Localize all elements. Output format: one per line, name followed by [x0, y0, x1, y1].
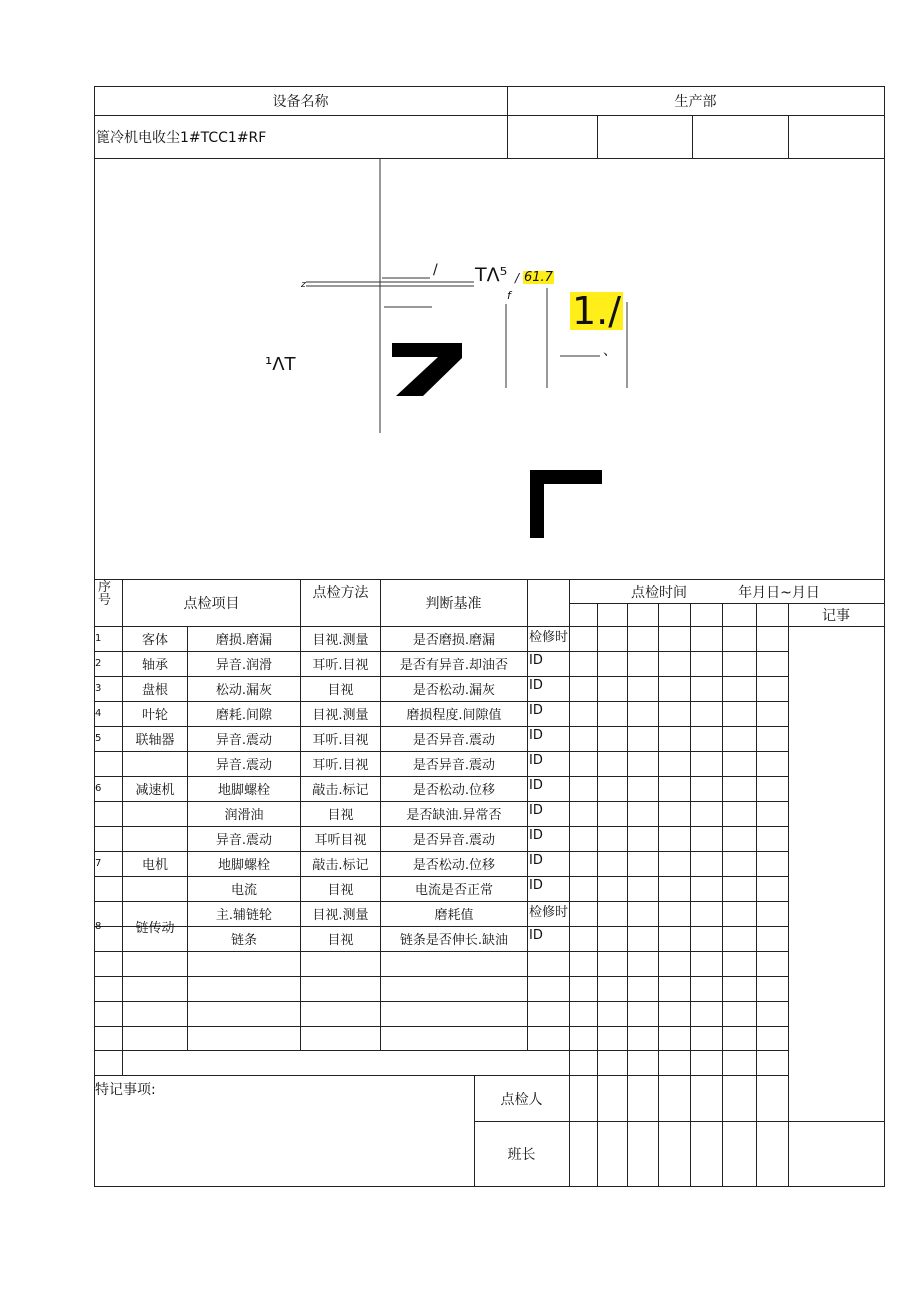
grid-line — [94, 1050, 789, 1051]
inspection-item: 异音.润滑 — [215, 658, 273, 673]
judgment-criteria: 磨耗值 — [434, 908, 474, 923]
row-number: 1 — [95, 633, 102, 644]
special-notes-label: 特记事项: — [95, 1082, 156, 1098]
inspection-item: 异音.震动 — [215, 833, 273, 848]
inspection-cycle: ID — [529, 803, 543, 818]
inspection-item: 松动.漏灰 — [215, 683, 273, 698]
grid-line — [94, 1026, 789, 1027]
inspection-item: 地脚螺栓 — [217, 783, 270, 798]
grid-line — [597, 603, 598, 1187]
inspection-cycle: ID — [529, 753, 543, 768]
inspection-cycle: ID — [529, 728, 543, 743]
bottom-border — [94, 1186, 885, 1187]
inspection-cycle: ID — [529, 828, 543, 843]
inspection-item: 润滑油 — [224, 808, 264, 823]
inspection-cycle: ID — [529, 678, 543, 693]
inspection-cycle: 检修时 — [529, 630, 569, 645]
inspection-method: 目视.测量 — [312, 708, 369, 723]
inspection-method: 耳听.目视 — [312, 758, 369, 773]
grid-line — [627, 603, 628, 1187]
grid-line — [94, 951, 789, 952]
diagram-left-label: ¹ΛT — [265, 354, 296, 375]
col-notes-header: 记事 — [822, 608, 850, 624]
grid-line — [94, 1075, 789, 1076]
judgment-criteria: 是否异音.震动 — [412, 733, 496, 748]
equipment-name: 篦冷机电收尘1#TCC1#RF — [96, 130, 267, 146]
department-label: 生产部 — [674, 94, 717, 110]
inspector-label: 点检人 — [500, 1092, 543, 1108]
diagram-top-text: TΛ⁵ — [475, 264, 508, 286]
inspection-cycle: ID — [529, 878, 543, 893]
inspection-cycle: ID — [529, 703, 543, 718]
inspection-item: 主.辅链轮 — [215, 908, 273, 923]
equipment-part: 叶轮 — [141, 708, 168, 723]
inspection-method: 耳听.目视 — [312, 733, 369, 748]
col-criteria-header: 判断基准 — [425, 596, 482, 612]
equipment-part: 轴承 — [141, 658, 168, 673]
diagram-shapes — [0, 0, 920, 600]
grid-line — [658, 603, 659, 1187]
inspection-item: 电流 — [230, 883, 257, 898]
col-no-header: 序号 — [98, 580, 112, 608]
inspection-method: 目视 — [327, 883, 354, 898]
diagram-small-z: z — [301, 280, 306, 290]
judgment-criteria: 是否松动.位移 — [412, 783, 496, 798]
judgment-criteria: 是否异音.震动 — [412, 758, 496, 773]
row-number: 3 — [95, 683, 102, 694]
equipment-part: 客体 — [141, 633, 168, 648]
inspection-method: 目视 — [327, 683, 354, 698]
equipment-part: 减速机 — [135, 783, 175, 798]
diagram-dash-mark: 、 — [603, 343, 617, 359]
inspection-method: 耳听目视 — [314, 833, 367, 848]
row-number: 8 — [95, 920, 102, 932]
col-item-header: 点检项目 — [183, 596, 240, 612]
grid-line — [722, 603, 723, 1187]
diagram-top-highlight: 61.7 — [524, 270, 553, 285]
judgment-criteria: 是否松动.漏灰 — [412, 683, 496, 698]
inspection-cycle: 检修时 — [529, 905, 569, 920]
equipment-part: 盘根 — [141, 683, 168, 698]
col-date-header: 年月日~月日 — [738, 585, 820, 601]
judgment-criteria: 是否异音.震动 — [412, 833, 496, 848]
diagram-top-small: / — [515, 271, 520, 285]
inspection-cycle: ID — [529, 653, 543, 668]
grid-line — [788, 603, 789, 1187]
diagram-big-highlight: 1./ — [572, 289, 622, 333]
inspection-method: 耳听.目视 — [312, 658, 369, 673]
equipment-part: 联轴器 — [135, 733, 175, 748]
grid-line — [527, 579, 528, 1051]
judgment-criteria: 电流是否正常 — [414, 883, 493, 898]
judgment-criteria: 是否松动.位移 — [412, 858, 496, 873]
inspection-method: 敲击.标记 — [312, 783, 369, 798]
diagram-top-fragment: / — [433, 262, 438, 278]
inspection-method: 目视.测量 — [312, 633, 369, 648]
row-number: 2 — [95, 658, 102, 669]
inspection-item: 地脚螺栓 — [217, 858, 270, 873]
grid-line — [756, 603, 757, 1187]
inspection-cycle: ID — [529, 778, 543, 793]
inspection-method: 目视.测量 — [312, 908, 369, 923]
diagram-small-f: f — [507, 289, 511, 302]
judgment-criteria: 是否缺油.异常否 — [406, 808, 502, 823]
judgment-criteria: 是否磨损.磨漏 — [412, 633, 496, 648]
inspection-method: 目视 — [327, 808, 354, 823]
grid-line — [94, 1001, 789, 1002]
equipment-part: 链传动 — [135, 920, 175, 936]
col-method-header: 点检方法 — [312, 584, 369, 601]
inspection-item: 磨耗.间隙 — [215, 708, 273, 723]
row-number: 7 — [95, 858, 102, 869]
grid-line — [94, 976, 789, 977]
inspection-item: 磨损.磨漏 — [215, 633, 273, 648]
judgment-criteria: 磨损程度.间隙值 — [406, 708, 502, 723]
row-number: 6 — [95, 783, 102, 794]
inspection-item: 异音.震动 — [215, 758, 273, 773]
col-time-header: 点检时间 — [631, 585, 687, 601]
equipment-part: 电机 — [141, 858, 168, 873]
inspection-cycle: ID — [529, 853, 543, 868]
equipment-name-label: 设备名称 — [272, 94, 329, 110]
row-number: 4 — [95, 708, 102, 719]
team-leader-label: 班长 — [507, 1147, 536, 1163]
inspection-method: 敲击.标记 — [312, 858, 369, 873]
grid-line — [690, 603, 691, 1187]
row-number: 5 — [95, 733, 102, 744]
judgment-criteria: 链条是否伸长.缺油 — [399, 933, 509, 948]
inspection-item: 异音.震动 — [215, 733, 273, 748]
judgment-criteria: 是否有异音.却油否 — [399, 658, 509, 673]
inspection-cycle: ID — [529, 928, 543, 943]
inspection-method: 目视 — [327, 933, 354, 948]
inspection-item: 链条 — [230, 933, 257, 948]
